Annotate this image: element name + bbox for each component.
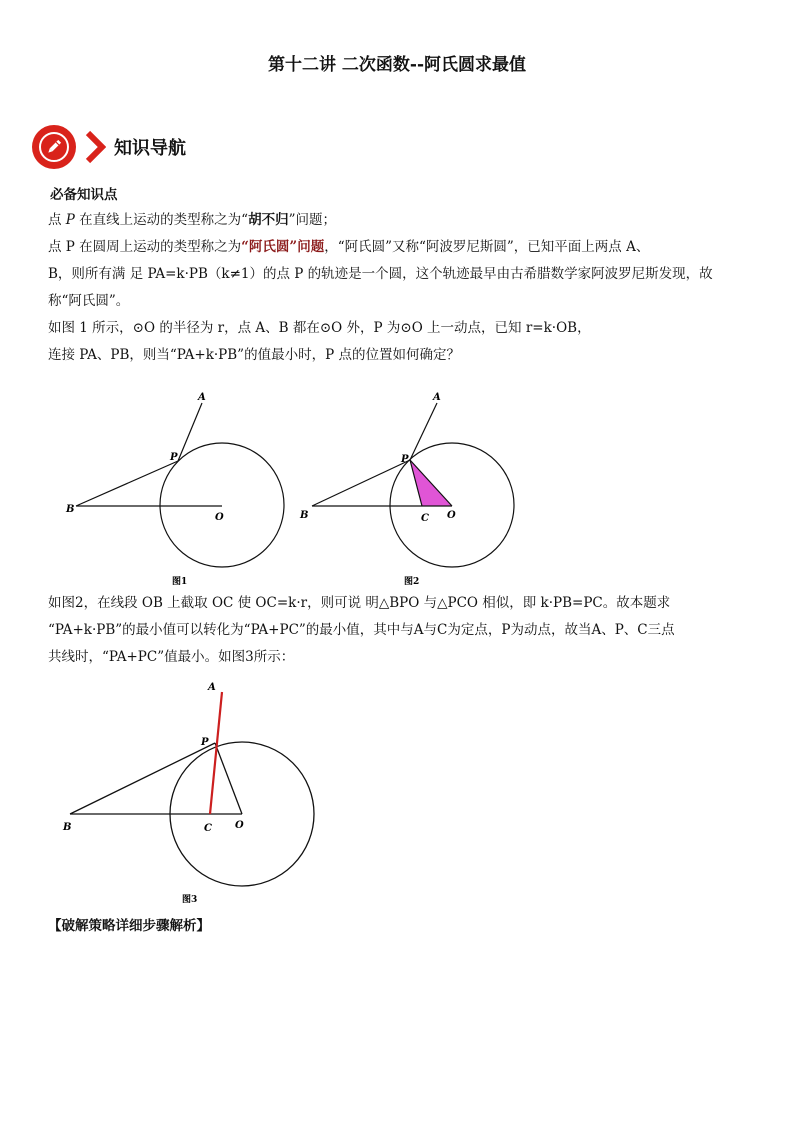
- label-o: O: [215, 512, 224, 523]
- segment-po: [215, 743, 242, 814]
- strategy-heading: 【破解策略详细步骤解析】: [48, 918, 210, 934]
- text-line: 连接 PA、PB，则当“PA+k·PB”的值最小时，P 点的位置如何确定？: [48, 347, 460, 363]
- label-a: A: [208, 682, 216, 693]
- figure-caption: 图2: [404, 577, 420, 587]
- text-line: 共线时，“PA+PC”值最小。如图3所示：: [48, 649, 295, 665]
- figure-caption: 图1: [172, 577, 188, 587]
- label-p: P: [201, 737, 209, 748]
- text-span: 点: [48, 212, 66, 228]
- label-p: P: [170, 452, 178, 463]
- label-a: A: [198, 392, 206, 403]
- page-title: 第十二讲 二次函数--阿氏圆求最值: [267, 55, 527, 75]
- text-bold: 胡不归: [248, 212, 289, 228]
- paragraph-intro: [48, 207, 764, 369]
- section-badge: [32, 125, 76, 169]
- section-label: 知识导航: [114, 138, 186, 159]
- pencil-icon: [39, 132, 69, 162]
- figure-2: [299, 392, 514, 587]
- label-c: C: [421, 513, 429, 524]
- label-c: C: [204, 823, 212, 834]
- paragraph-explanation: [48, 590, 764, 671]
- segment-pa: [410, 403, 437, 460]
- text-line: 如图2，在线段 OB 上截取 OC 使 OC=k·r，则可说 明△BPO 与△PCO 相似，即 k·PB=PC。故本题求: [48, 595, 671, 611]
- label-o: O: [447, 510, 456, 521]
- text-highlight: “阿氏圆”问题: [241, 239, 325, 255]
- subheading: 必备知识点: [50, 187, 118, 203]
- chevron-right-icon: [84, 130, 106, 164]
- figures-1-2: [0, 380, 794, 595]
- section-header: [32, 124, 186, 170]
- text-line: 如图 1 所示，⊙O 的半径为 r，点 A、B 都在⊙O 外，P 为⊙O 上一动点，已知 r=k·OB，: [48, 320, 591, 336]
- text-line: [48, 207, 764, 234]
- text-line: B，则所有满 足 PA=k·PB（k≠1）的点 P 的轨迹是一个圆，这个轨迹最早由古希腊数学家阿波罗尼斯发现，故: [48, 266, 713, 282]
- segment-bp: [312, 460, 410, 506]
- label-p: P: [401, 454, 409, 465]
- segment-acp-red: [210, 692, 222, 814]
- text-line: 称“阿氏圆”。: [48, 293, 130, 309]
- circle-o: [390, 443, 514, 567]
- text-line: “PA+k·PB”的最小值可以转化为“PA+PC”的最小值，其中与A与C为定点，P为动点，故当A、P、C三点: [48, 622, 675, 638]
- text-line: [48, 234, 764, 261]
- text-span: ，“阿氏圆”又称“阿波罗尼斯圆”，已知平面上两点 A、: [324, 239, 650, 255]
- segment-bp: [76, 461, 178, 506]
- figure-caption: 图3: [182, 895, 198, 905]
- figure-1: [65, 392, 284, 587]
- label-b: B: [63, 822, 72, 833]
- text-span: P: [65, 212, 75, 228]
- text-span: ”问题；: [288, 212, 336, 228]
- text-span: 在直线上运动的类型称之为“: [74, 212, 249, 228]
- segment-bp: [70, 743, 215, 814]
- circle-o: [160, 443, 284, 567]
- label-b: B: [66, 504, 75, 515]
- text-span: 点 P 在圆周上运动的类型称之为: [48, 239, 242, 255]
- label-b: B: [300, 510, 309, 521]
- label-o: O: [235, 820, 244, 831]
- label-a: A: [433, 392, 441, 403]
- figure-3: [0, 675, 340, 910]
